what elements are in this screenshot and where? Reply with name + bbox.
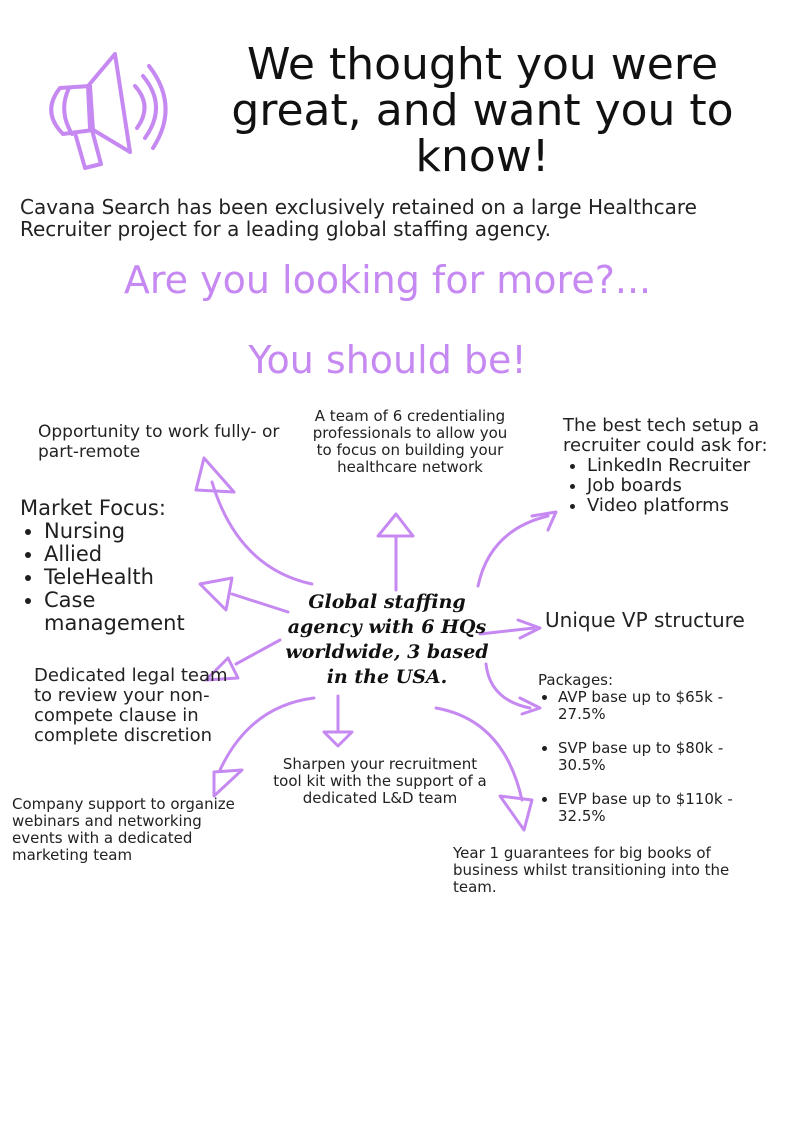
legal-text: Dedicated legal team to review your non-compete clause in complete discretion	[34, 665, 228, 746]
training-text: Sharpen your recruitment tool kit with the support of a dedicated L&D team	[273, 755, 487, 807]
tech-item: • LinkedIn Recruiter	[587, 456, 778, 476]
arrow-legal	[236, 640, 280, 664]
market-block	[20, 496, 220, 635]
guarantee-text: Year 1 guarantees for big books of business whilst transitioning into the team.	[453, 844, 730, 896]
intro-text: Cavana Search has been exclusively retained on a large Healthcare Recruiter project for a leading global staffing agency.	[20, 195, 697, 241]
arrowhead-team	[378, 514, 413, 536]
marketing-text: Company support to organize webinars and networking events with a dedicated marketing team	[12, 795, 235, 864]
market-item: • TeleHealth	[44, 566, 220, 589]
packages-block	[538, 672, 753, 825]
center-statement: Global staffing agency with 6 HQs worldwide, 3 based in the USA.	[285, 591, 489, 688]
tech-title: The best tech setup a recruiter could ask for:	[563, 415, 768, 456]
looking-heading: Are you looking for more?...	[123, 258, 652, 302]
package-item: • SVP base up to $80k - 30.5%	[558, 740, 753, 774]
vp-text: Unique VP structure	[545, 608, 745, 632]
arrow-tech	[478, 516, 548, 586]
market-item: • Allied	[44, 543, 220, 566]
packages-list	[538, 689, 753, 825]
headline: We thought you were great, and want you to know!	[231, 39, 734, 182]
package-item: • EVP base up to $110k - 32.5%	[558, 791, 753, 825]
tech-item: • Job boards	[587, 476, 778, 496]
should-be-heading: You should be!	[248, 338, 527, 382]
arrowhead-marketing	[214, 770, 242, 796]
packages-title: Packages:	[538, 671, 614, 689]
remote-text: Opportunity to work fully- or part-remote	[38, 422, 280, 462]
arrowhead-training	[324, 732, 352, 746]
team-text: A team of 6 credentialing professionals to allow you to focus on building your healthcare network	[312, 407, 508, 476]
market-item: • Nursing	[44, 520, 220, 543]
arrow-remote	[212, 482, 312, 584]
tech-list	[563, 456, 778, 516]
market-list	[20, 520, 220, 635]
package-item: • AVP base up to $65k - 27.5%	[558, 689, 753, 723]
tech-block	[563, 416, 778, 516]
market-title: Market Focus:	[20, 496, 166, 520]
arrowhead-guarantee	[500, 796, 532, 830]
tech-item: • Video platforms	[587, 496, 778, 516]
market-item: • Case management	[44, 589, 220, 635]
